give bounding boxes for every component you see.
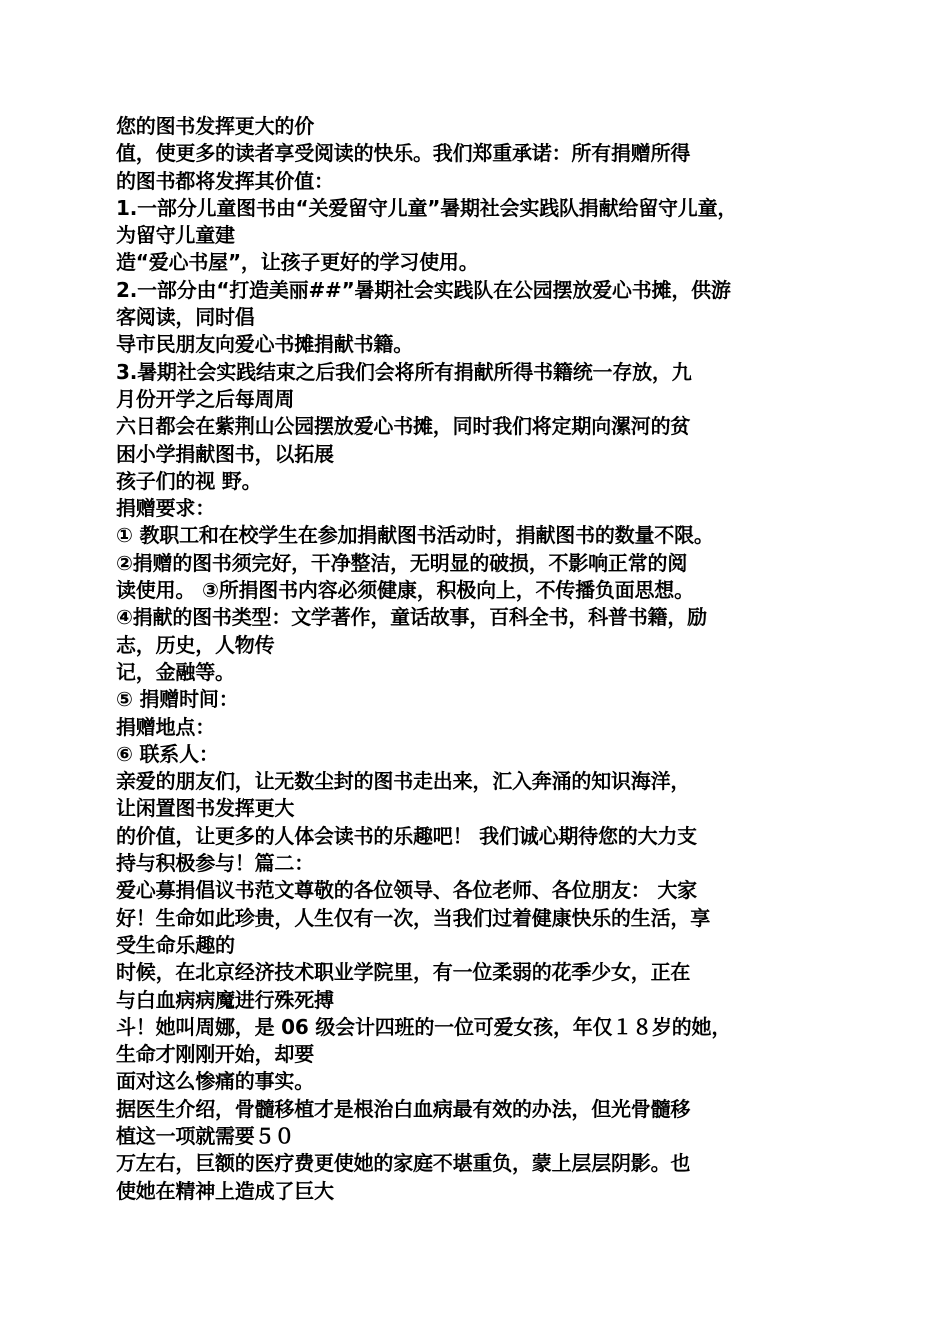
- document-body: [116, 113, 841, 1205]
- text-line: 造“爱心书屋”，让孩子更好的学习使用。: [116, 250, 479, 275]
- text-line: 斗！她叫周娜，是 06 级会计四班的一位可爱女孩，年仅１８岁的她，: [116, 1014, 732, 1039]
- text-line: ②捐赠的图书须完好，干净整洁，无明显的破损，不影响正常的阅: [116, 550, 688, 575]
- text-line: 六日都会在紫荆山公园摆放爱心书摊，同时我们将定期向漯河的贫: [116, 414, 691, 439]
- text-line: 值，使更多的读者享受阅读的快乐。我们郑重承诺：所有捐赠所得: [116, 141, 691, 166]
- text-line: 的图书都将发挥其价值：: [116, 168, 334, 193]
- text-line: 的价值，让更多的人体会读书的乐趣吧！ 我们诚心期待您的大力支: [116, 823, 697, 848]
- text-line: 孩子们的视 野。: [116, 468, 262, 493]
- text-line: 捐赠地点：: [116, 714, 215, 739]
- text-line: 万左右，巨额的医疗费更使她的家庭不堪重负，蒙上层层阴影。也: [116, 1151, 691, 1176]
- text-line: ⑥ 联系人：: [116, 741, 219, 766]
- text-line: 植这一项就需要５０: [116, 1123, 295, 1148]
- text-line: 困小学捐献图书，以拓展: [116, 441, 334, 466]
- text-line: 为留守儿童建: [116, 223, 235, 248]
- text-line: 月份开学之后每周周: [116, 386, 295, 411]
- text-line: ① 教职工和在校学生在参加捐献图书活动时，捐献图书的数量不限。: [116, 523, 714, 548]
- text-line: 客阅读，同时倡: [116, 305, 255, 330]
- text-line: 捐赠要求：: [116, 496, 215, 521]
- text-line: 3.暑期社会实践结束之后我们会将所有捐献所得书籍统一存放，九: [116, 359, 692, 384]
- text-line: 生命才刚刚开始，却要: [116, 1042, 314, 1067]
- text-line: 志，历史，人物传: [116, 632, 275, 657]
- text-line: ⑤ 捐赠时间：: [116, 687, 239, 712]
- text-line: 让闲置图书发挥更大: [116, 796, 295, 821]
- text-line: 爱心募捐倡议书范文尊敬的各位领导、各位老师、各位朋友： 大家: [116, 878, 697, 903]
- text-line: 持与积极参与！篇二：: [116, 851, 314, 876]
- text-line: 面对这么惨痛的事实。: [116, 1069, 314, 1094]
- text-line: 时候，在北京经济技术职业学院里，有一位柔弱的花季少女，正在: [116, 960, 691, 985]
- text-line: 您的图书发挥更大的价: [116, 114, 314, 138]
- text-line: 受生命乐趣的: [116, 932, 235, 957]
- text-line: ④捐献的图书类型：文学著作，童话故事，百科全书，科普书籍，励: [116, 605, 707, 630]
- text-line: 与白血病病魔进行殊死搏: [116, 987, 334, 1012]
- text-line: 使她在精神上造成了巨大: [116, 1178, 334, 1203]
- text-line: 导市民朋友向爱心书摊捐献书籍。: [116, 332, 413, 357]
- text-line: 亲爱的朋友们，让无数尘封的图书走出来，汇入奔涌的知识海洋，: [116, 769, 691, 794]
- text-line: 记，金融等。: [116, 659, 235, 684]
- text-line: 据医生介绍，骨髓移植才是根治白血病最有效的办法，但光骨髓移: [116, 1096, 691, 1121]
- text-line: 好！生命如此珍贵，人生仅有一次，当我们过着健康快乐的生活，享: [116, 905, 710, 930]
- text-line: 读使用。 ③所捐图书内容必须健康，积极向上，不传播负面思想。: [116, 578, 694, 603]
- text-line: 2.一部分由“打造美丽##”暑期社会实践队在公园摆放爱心书摊，供游: [116, 277, 731, 302]
- text-line: 1.一部分儿童图书由“关爱留守儿童”暑期社会实践队捐献给留守儿童，: [116, 195, 738, 220]
